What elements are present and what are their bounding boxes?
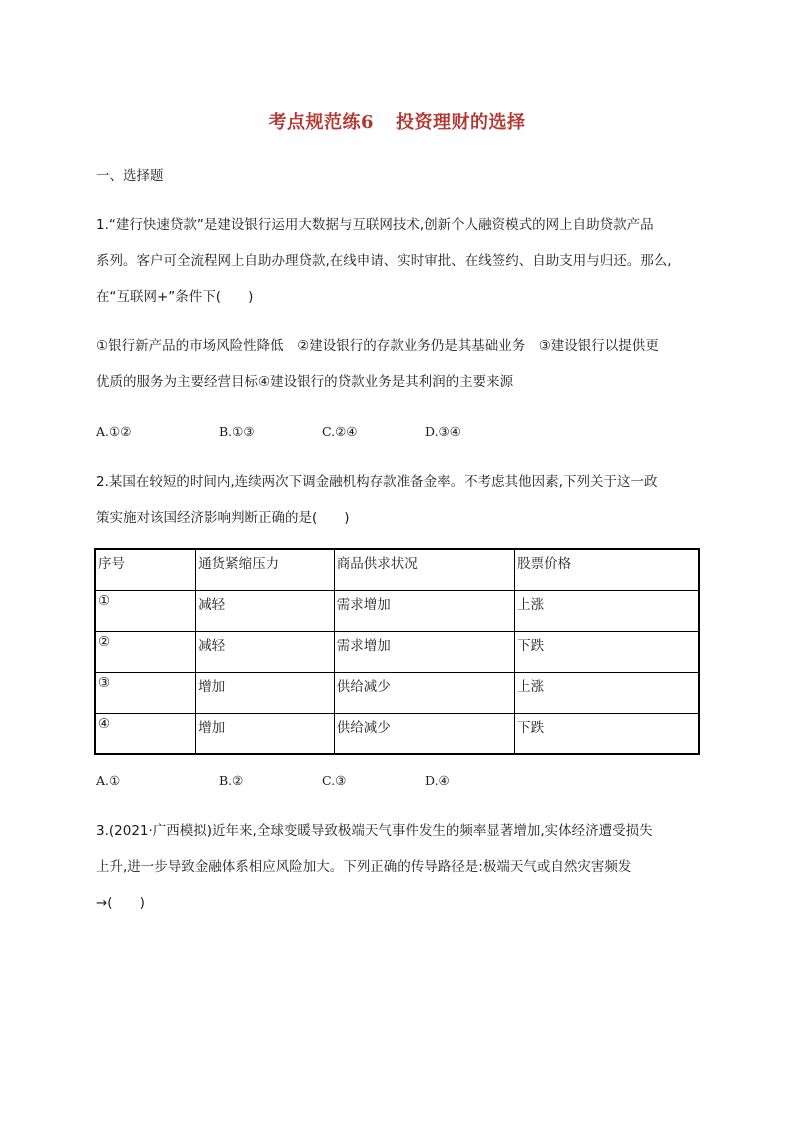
page-title bbox=[0, 108, 794, 134]
table-row bbox=[95, 590, 699, 631]
q3-line-3: →( ) bbox=[96, 895, 145, 911]
q1-statement-1: ①银行新产品的市场风险性降低 ②建设银行的存款业务仍是其基础业务 ③建设银行以提供更 bbox=[96, 338, 659, 354]
q3-line-2: 上升,进一步导致金融体系相应风险加大。下列正确的传导路径是:极端天气或自然灾害频发 bbox=[96, 859, 632, 875]
q3-line-1: 3.(2021·广西模拟)近年来,全球变暖导致极端天气事件发生的频率显著增加,实体经济遭受损失 bbox=[96, 823, 653, 839]
q1-statement-2: 优质的服务为主要经营目标④建设银行的贷款业务是其利润的主要来源 bbox=[96, 374, 514, 390]
q2-line-1: 2.某国在较短的时间内,连续两次下调金融机构存款准备金率。不考虑其他因素,下列关于这一政 bbox=[96, 474, 658, 490]
table-header-cell: 通货紧缩压力 bbox=[196, 549, 335, 590]
section-heading: 一、选择题 bbox=[96, 168, 164, 184]
table-header-row bbox=[95, 549, 699, 590]
table-row bbox=[95, 631, 699, 672]
table-cell: ② bbox=[95, 631, 196, 672]
q2-option-b: B.② bbox=[219, 773, 244, 788]
q1-line-3: 在“互联网+”条件下( ) bbox=[96, 289, 254, 305]
q1-option-a: A.①② bbox=[96, 424, 132, 439]
table-cell: 上涨 bbox=[515, 672, 699, 713]
q1-option-b: B.①③ bbox=[219, 424, 255, 439]
q2-option-c: C.③ bbox=[322, 773, 347, 788]
q2-option-d: D.④ bbox=[425, 773, 450, 788]
table-cell: 增加 bbox=[196, 713, 335, 754]
table-cell: 减轻 bbox=[196, 631, 335, 672]
q1-option-c: C.②④ bbox=[322, 424, 358, 439]
table-row bbox=[95, 713, 699, 754]
table-cell: 需求增加 bbox=[334, 590, 514, 631]
table-cell: 下跌 bbox=[515, 713, 699, 754]
table-header-cell: 股票价格 bbox=[515, 549, 699, 590]
table-header-cell: 商品供求状况 bbox=[334, 549, 514, 590]
table-cell: 需求增加 bbox=[334, 631, 514, 672]
title-sub: 投资理财的选择 bbox=[396, 112, 526, 133]
table-row bbox=[95, 672, 699, 713]
table-cell: 下跌 bbox=[515, 631, 699, 672]
q2-table bbox=[94, 548, 700, 755]
table-cell: ③ bbox=[95, 672, 196, 713]
table-cell: 供给减少 bbox=[334, 672, 514, 713]
table-cell: 增加 bbox=[196, 672, 335, 713]
table-cell: 供给减少 bbox=[334, 713, 514, 754]
q1-line-1: 1.“建行快速贷款”是建设银行运用大数据与互联网技术,创新个人融资模式的网上自助贷款产品 bbox=[96, 217, 654, 233]
table-cell: ④ bbox=[95, 713, 196, 754]
q2-line-2: 策实施对该国经济影响判断正确的是( ) bbox=[96, 510, 350, 526]
table-cell: ① bbox=[95, 590, 196, 631]
table-header-cell: 序号 bbox=[95, 549, 196, 590]
q2-option-a: A.① bbox=[96, 773, 121, 788]
table-cell: 上涨 bbox=[515, 590, 699, 631]
q1-option-d: D.③④ bbox=[425, 424, 461, 439]
table-cell: 减轻 bbox=[196, 590, 335, 631]
title-main: 考点规范练6 bbox=[268, 112, 375, 133]
q1-line-2: 系列。客户可全流程网上自助办理贷款,在线申请、实时审批、在线签约、自助支用与归还。那么, bbox=[96, 253, 672, 269]
